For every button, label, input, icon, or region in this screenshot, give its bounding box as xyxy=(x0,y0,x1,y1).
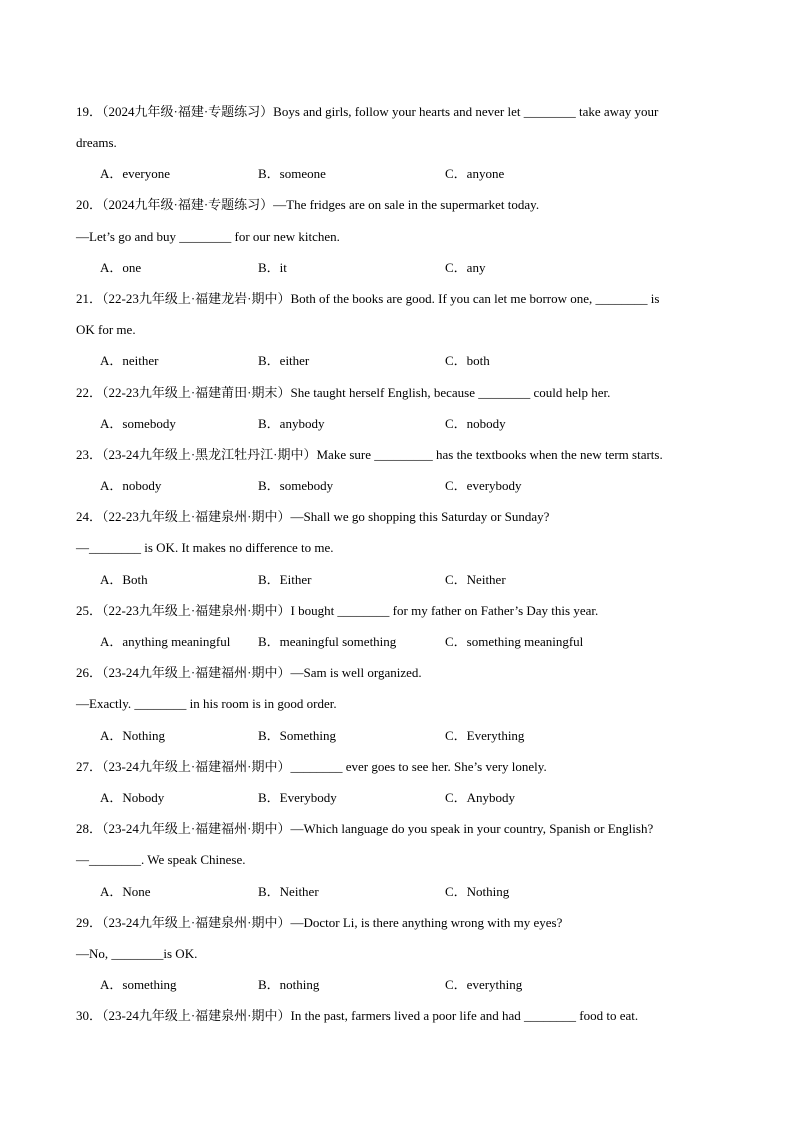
option-a: A．Nobody xyxy=(100,790,165,805)
option-b: B．it xyxy=(258,260,287,275)
question-28-line-2: —________. We speak Chinese. xyxy=(76,852,246,867)
question-26-line-2: —Exactly. ________ in his room is in good order. xyxy=(76,696,337,711)
option-c: C．Anybody xyxy=(445,790,516,805)
question-23-options xyxy=(100,478,720,494)
option-b: B．nothing xyxy=(258,977,320,992)
option-c: C．something meaningful xyxy=(445,634,584,649)
option-b: B．Something xyxy=(258,728,337,743)
question-29-line-2: —No, ________is OK. xyxy=(76,946,198,961)
option-a: A．one xyxy=(100,260,142,275)
question-27-options xyxy=(100,790,720,806)
option-c: C．everybody xyxy=(445,478,522,493)
question-22-line-1: 22．（22-23九年级上·福建莆田·期末）She taught herself English, because ________ could help her. xyxy=(76,385,611,400)
question-19-line-1: 19．（2024九年级·福建·专题练习）Boys and girls, follow your hearts and never let ________ take away your xyxy=(76,104,659,119)
option-b: B．anybody xyxy=(258,416,325,431)
question-22-options xyxy=(100,416,720,432)
option-c: C．any xyxy=(445,260,486,275)
question-25-options xyxy=(100,634,720,650)
question-28-options xyxy=(100,884,720,900)
option-a: A．nobody xyxy=(100,478,162,493)
question-24-options xyxy=(100,572,720,588)
option-c: C．anyone xyxy=(445,166,505,181)
question-23-line-1: 23．（23-24九年级上·黑龙江牡丹江·期中）Make sure _________ has the textbooks when the new term starts. xyxy=(76,447,663,462)
option-a: A．anything meaningful xyxy=(100,634,231,649)
question-21-line-1: 21．（22-23九年级上·福建龙岩·期中）Both of the books are good. If you can let me borrow one, ________ is xyxy=(76,291,660,306)
option-c: C．Neither xyxy=(445,572,506,587)
option-a: A．Nothing xyxy=(100,728,166,743)
option-b: B．meaningful something xyxy=(258,634,397,649)
option-a: A．everyone xyxy=(100,166,171,181)
option-b: B．either xyxy=(258,353,310,368)
question-24-line-1: 24．（22-23九年级上·福建泉州·期中）—Shall we go shopping this Saturday or Sunday? xyxy=(76,509,550,524)
option-a: A．neither xyxy=(100,353,159,368)
question-24-line-2: —________ is OK. It makes no difference to me. xyxy=(76,540,334,555)
option-a: A．somebody xyxy=(100,416,176,431)
question-20-options xyxy=(100,260,720,276)
option-b: B．Either xyxy=(258,572,312,587)
question-19-options xyxy=(100,166,720,182)
option-a: A．Both xyxy=(100,572,148,587)
question-20-line-2: —Let’s go and buy ________ for our new kitchen. xyxy=(76,229,340,244)
question-19-line-2: dreams. xyxy=(76,135,117,150)
option-b: B．someone xyxy=(258,166,326,181)
option-a: A．something xyxy=(100,977,177,992)
question-30-line-1: 30．（23-24九年级上·福建泉州·期中）In the past, farmers lived a poor life and had ________ food to eat. xyxy=(76,1008,639,1023)
option-c: C．Everything xyxy=(445,728,525,743)
question-28-line-1: 28．（23-24九年级上·福建福州·期中）—Which language do you speak in your country, Spanish or English? xyxy=(76,821,654,836)
question-21-line-2: OK for me. xyxy=(76,322,136,337)
option-b: B．somebody xyxy=(258,478,334,493)
question-29-line-1: 29．（23-24九年级上·福建泉州·期中）—Doctor Li, is there anything wrong with my eyes? xyxy=(76,915,563,930)
question-27-line-1: 27．（23-24九年级上·福建福州·期中）________ ever goes to see her. She’s very lonely. xyxy=(76,759,547,774)
question-21-options xyxy=(100,353,720,369)
question-26-options xyxy=(100,728,720,744)
option-c: C．nobody xyxy=(445,416,506,431)
question-26-line-1: 26．（23-24九年级上·福建福州·期中）—Sam is well organized. xyxy=(76,665,422,680)
option-c: C．both xyxy=(445,353,490,368)
option-c: C．everything xyxy=(445,977,523,992)
question-29-options xyxy=(100,977,720,993)
question-25-line-1: 25．（22-23九年级上·福建泉州·期中）I bought ________ for my father on Father’s Day this year. xyxy=(76,603,599,618)
option-c: C．Nothing xyxy=(445,884,510,899)
option-a: A．None xyxy=(100,884,151,899)
option-b: B．Neither xyxy=(258,884,319,899)
question-20-line-1: 20．（2024九年级·福建·专题练习）—The fridges are on sale in the supermarket today. xyxy=(76,197,540,212)
option-b: B．Everybody xyxy=(258,790,337,805)
